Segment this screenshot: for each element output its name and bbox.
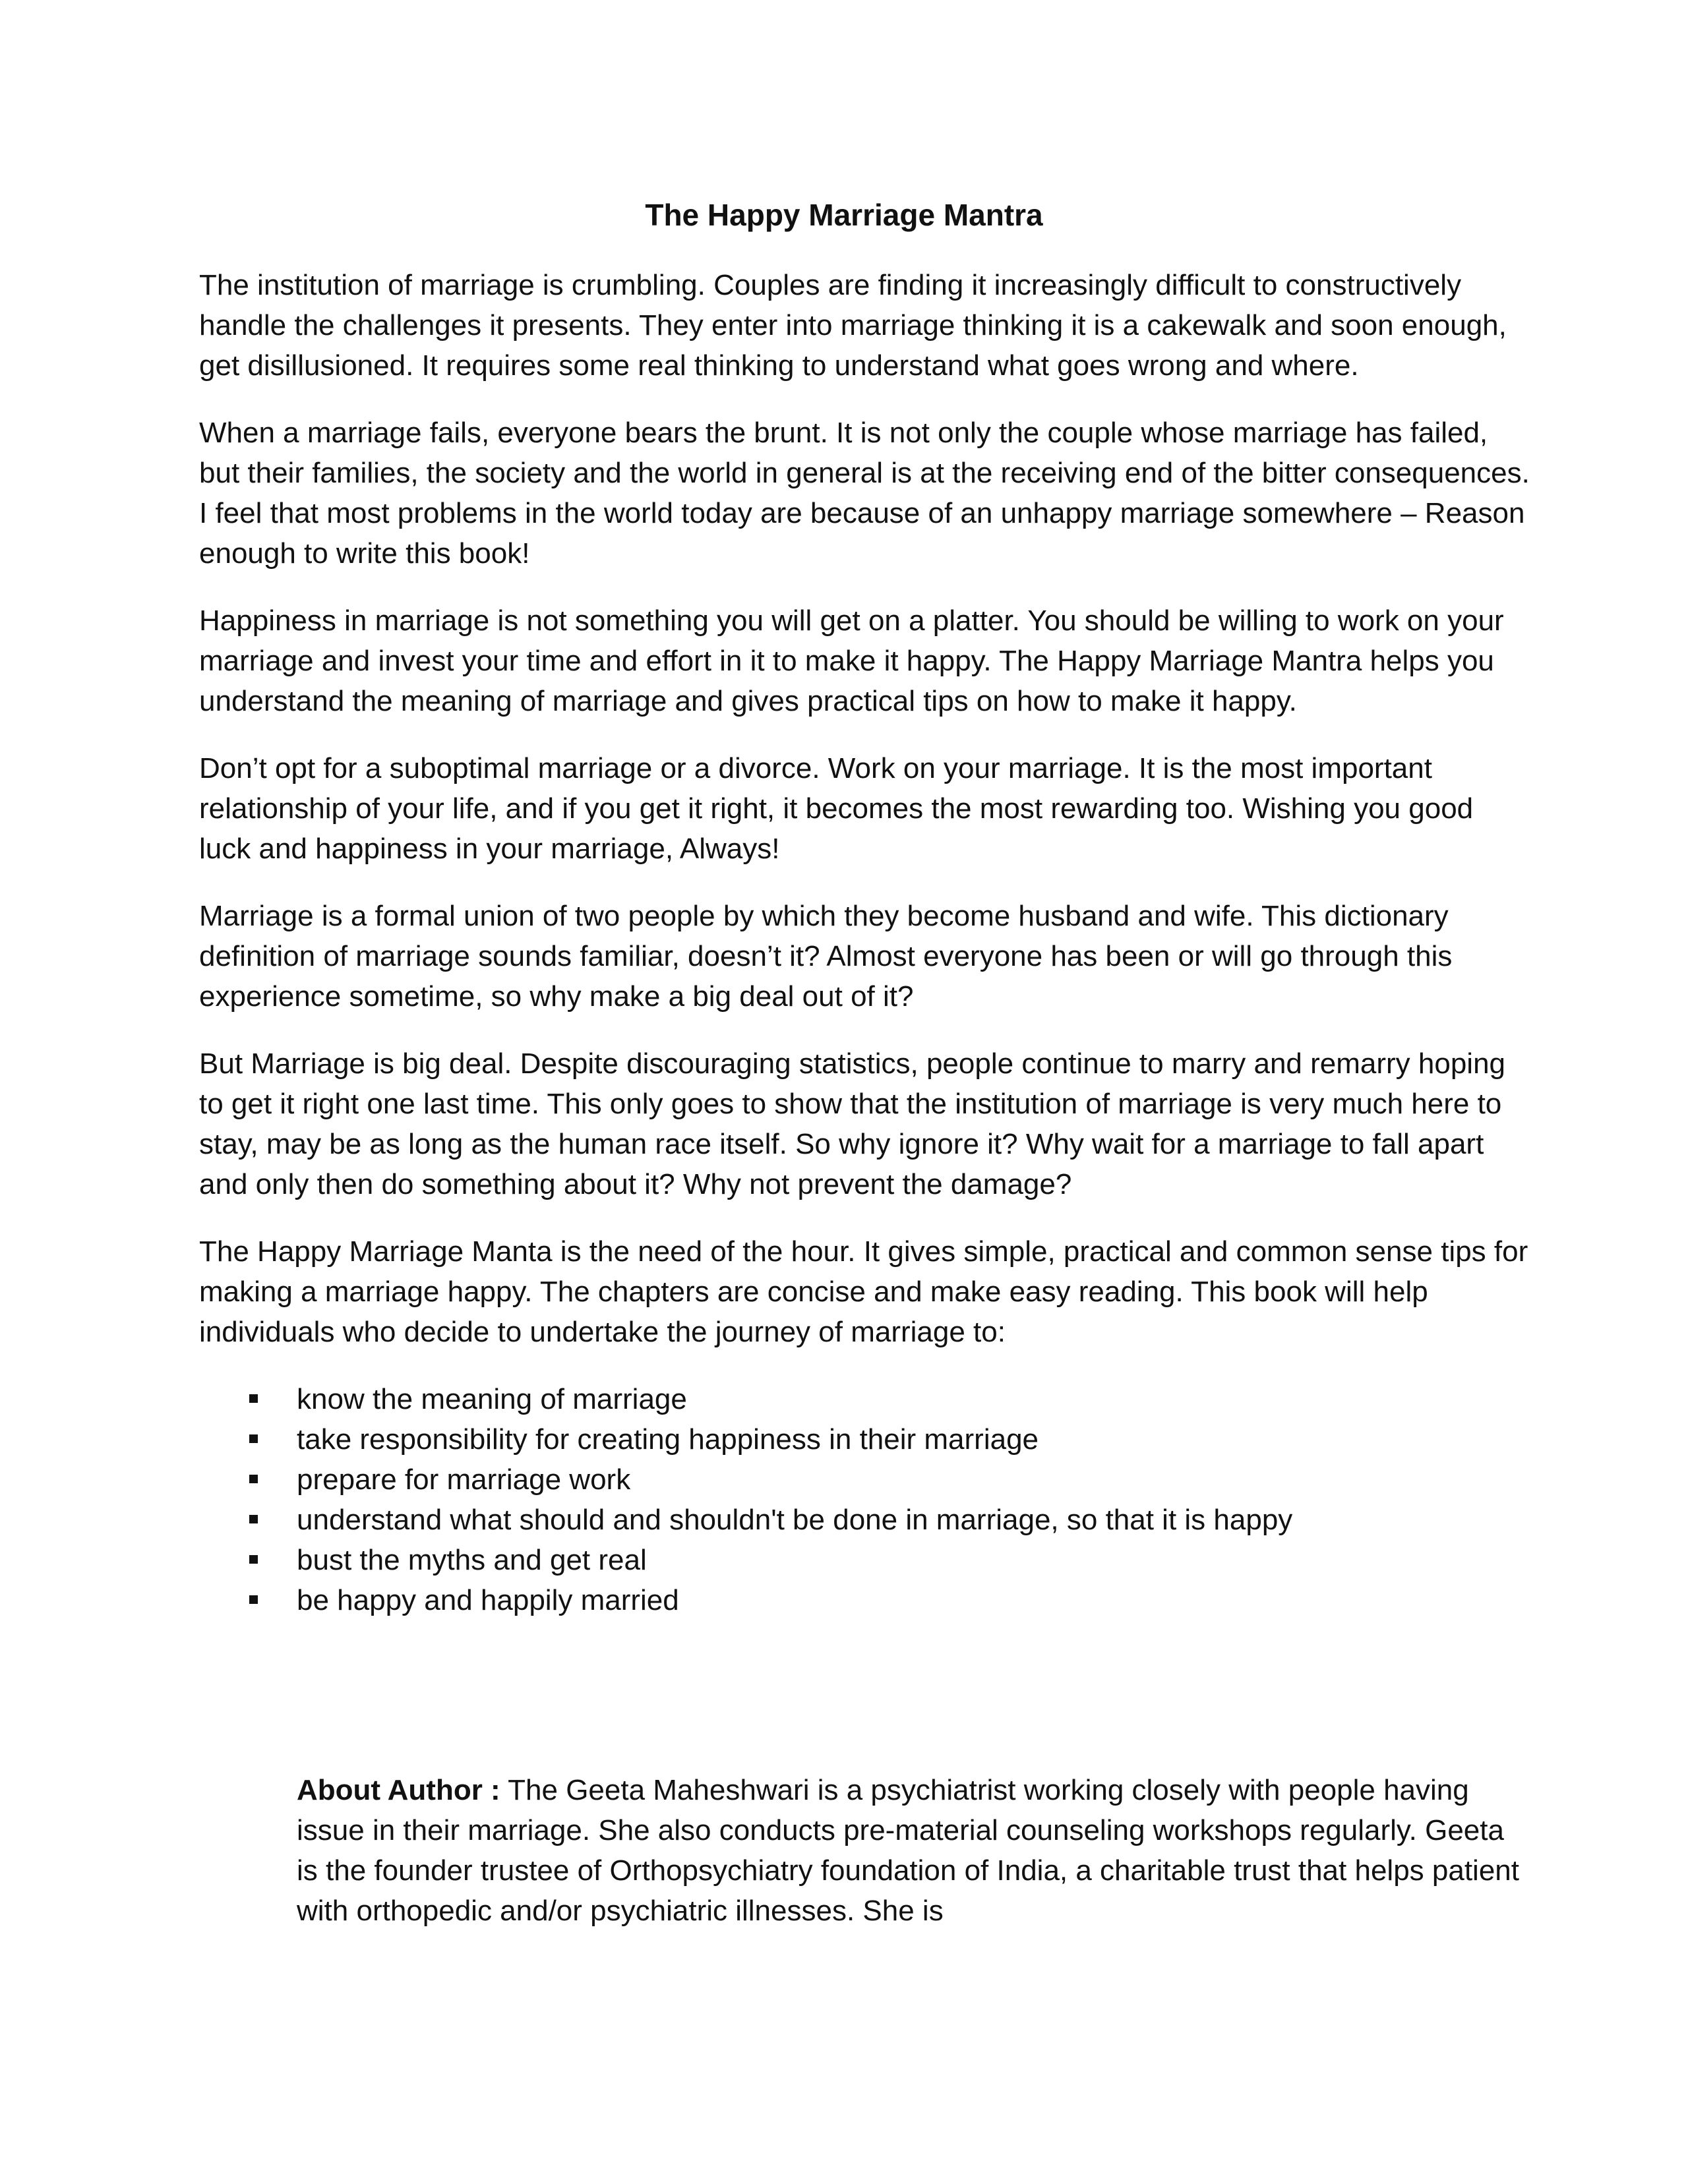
- bullet-list: [199, 1379, 1531, 1620]
- bullet-text: take responsibility for creating happiness in their marriage: [297, 1423, 1039, 1456]
- bullet-text: know the meaning of marriage: [297, 1383, 687, 1415]
- about-author-label: About Author :: [297, 1774, 500, 1806]
- bullet-text: be happy and happily married: [297, 1584, 679, 1616]
- square-bullet-icon: [249, 1555, 258, 1564]
- bullet-item: [199, 1419, 1531, 1460]
- paragraph-2: When a marriage fails, everyone bears the brunt. It is not only the couple whose marriage has failed, but their families, the society and the world in general is at the receiving end of the bitter consequences. I feel that most problems in the world today are because of an unhappy marriage somewhere – Reason enough to write this book!: [199, 417, 1530, 570]
- document-body: [199, 265, 1531, 1620]
- paragraph-1: The institution of marriage is crumbling. Couples are finding it increasingly difficult to constructively handle the challenges it presents. They enter into marriage thinking it is a cakewalk and soon enough, get disillusioned. It requires some real thinking to understand what goes wrong and where.: [199, 269, 1507, 382]
- bullet-item: [199, 1540, 1531, 1580]
- bullet-text: bust the myths and get real: [297, 1544, 647, 1576]
- bullet-text: prepare for marriage work: [297, 1463, 631, 1496]
- bullet-item: [199, 1500, 1531, 1540]
- square-bullet-icon: [249, 1434, 258, 1443]
- bullet-item: [199, 1580, 1531, 1620]
- paragraph-3: Happiness in marriage is not something you will get on a platter. You should be willing to work on your marriage and invest your time and effort in it to make it happy. The Happy Marriage Mantra helps you understand the meaning of marriage and gives practical tips on how to make it happy.: [199, 605, 1504, 717]
- square-bullet-icon: [249, 1394, 258, 1403]
- document-title: The Happy Marriage Mantra: [645, 198, 1043, 232]
- about-author: [297, 1770, 1523, 1931]
- about-author-text: The Geeta Maheshwari is a psychiatrist working closely with people having issue in their marriage. She also conducts pre-material counseling workshops regularly. Geeta is the founder trustee of Orthopsychiatry foundation of India, a charitable trust that helps patient with orthopedic and/or psychiatric illnesses. She is: [297, 1774, 1519, 1927]
- bullet-item: [199, 1379, 1531, 1419]
- paragraph-7: The Happy Marriage Manta is the need of the hour. It gives simple, practical and common sense tips for making a marriage happy. The chapters are concise and make easy reading. This book will help individuals who decide to undertake the journey of marriage to:: [199, 1235, 1528, 1348]
- square-bullet-icon: [249, 1515, 258, 1523]
- bullet-text: understand what should and shouldn't be done in marriage, so that it is happy: [297, 1504, 1293, 1536]
- square-bullet-icon: [249, 1475, 258, 1483]
- bullet-item: [199, 1460, 1531, 1500]
- square-bullet-icon: [249, 1595, 258, 1604]
- paragraph-4: Don’t opt for a suboptimal marriage or a divorce. Work on your marriage. It is the most important relationship of your life, and if you get it right, it becomes the most rewarding too. Wishing you good luck and happiness in your marriage, Always!: [199, 752, 1474, 865]
- paragraph-6: But Marriage is big deal. Despite discouraging statistics, people continue to marry and remarry hoping to get it right one last time. This only goes to show that the institution of marriage is very much here to stay, may be as long as the human race itself. So why ignore it? Why wait for a marriage to fall apart and only then do something about it? Why not prevent the damage?: [199, 1048, 1506, 1200]
- paragraph-5: Marriage is a formal union of two people by which they become husband and wife. This dictionary definition of marriage sounds familiar, doesn’t it? Almost everyone has been or will go through this experience sometime, so why make a big deal out of it?: [199, 900, 1453, 1013]
